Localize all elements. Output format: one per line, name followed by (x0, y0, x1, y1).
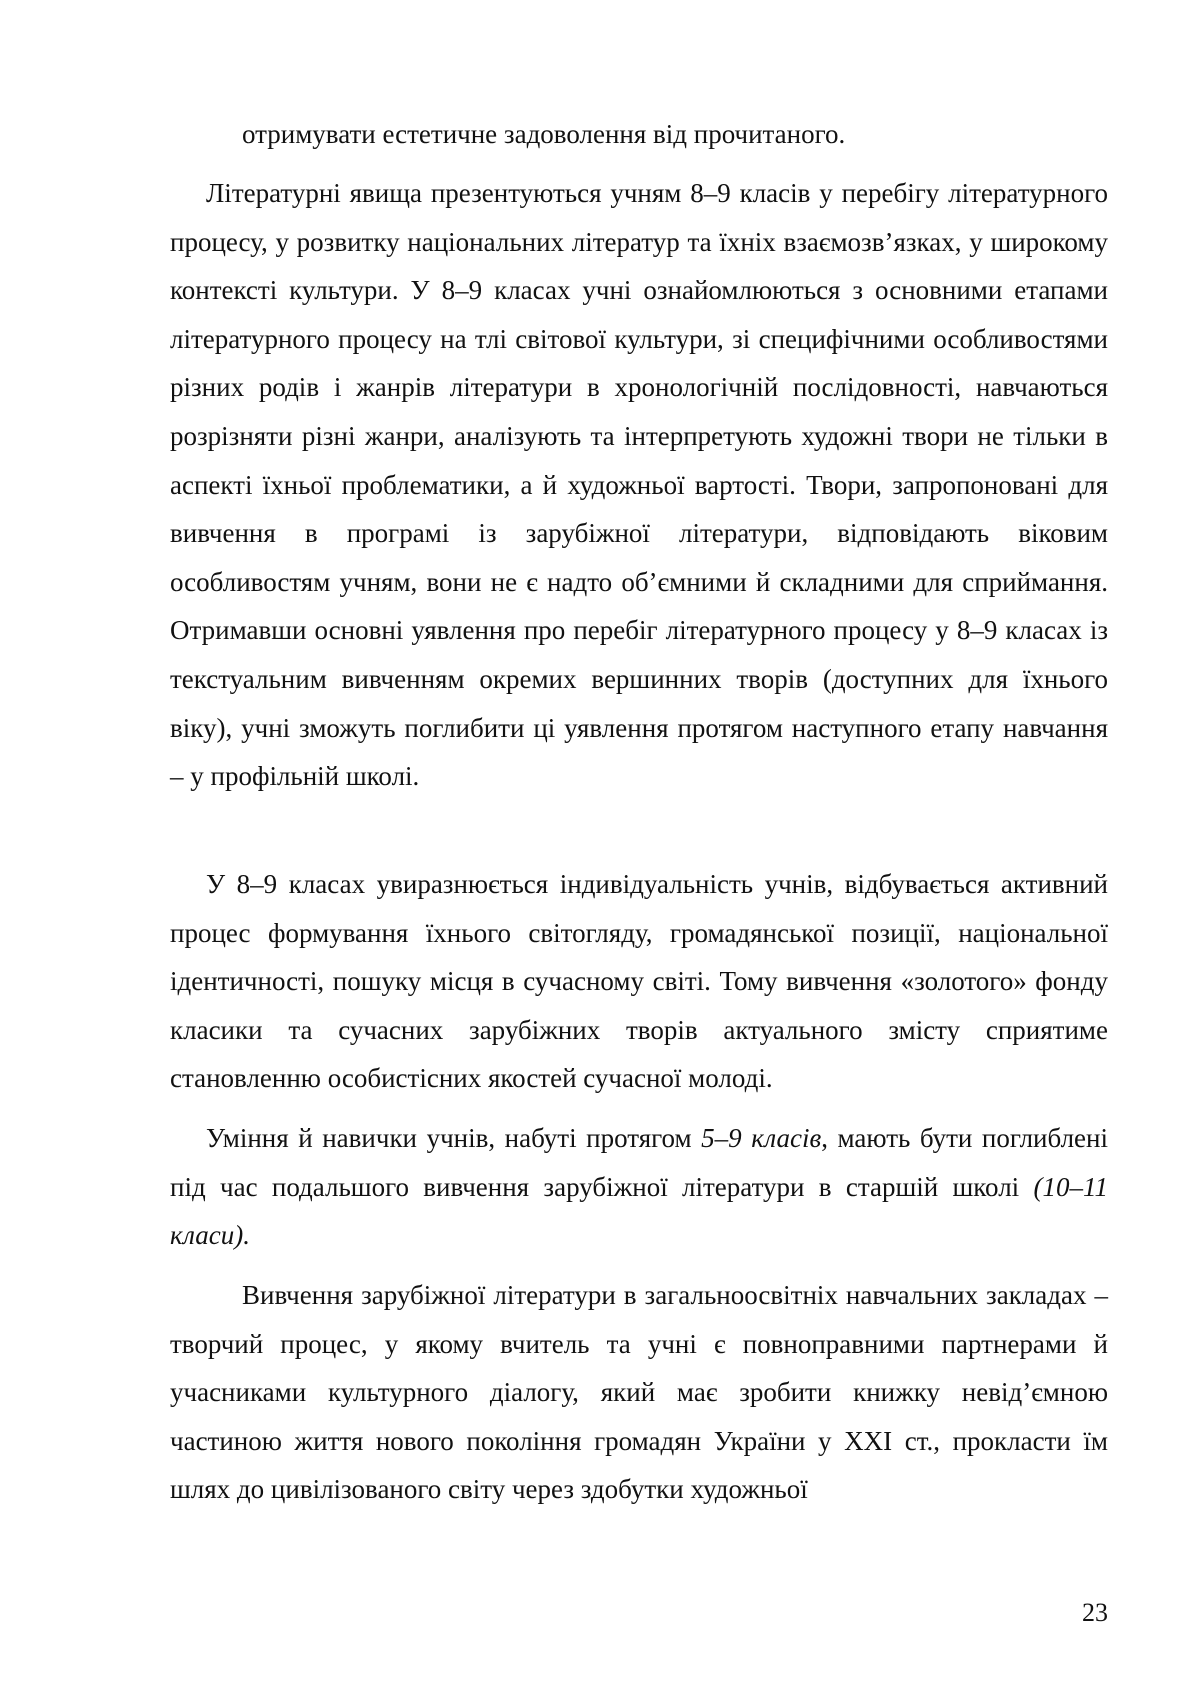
paragraph-skills-italic-senior-grades: (10–11 класи). (170, 1171, 1108, 1251)
paragraph-skills-text-2: , мають бути поглиблені під час подальшого вивчення зарубіжної літератури в старшій школі (170, 1123, 1108, 1202)
paragraph-study-process: Вивчення зарубіжної літератури в загальноосвітніх навчальних закладах – творчий процес, у якому вчитель та учні є повноправними партнерами й учасниками культурного діалогу, який має зробити книжку невід’ємною частиною життя нового покоління громадян України у XXI ст., прокласти їм шлях до цивілізованого світу через здобутки художньої (170, 1280, 1108, 1505)
paragraph-skills-text-1: Уміння й навички учнів, набуті протягом (206, 1123, 702, 1153)
paragraph-literary-process: Літературні явища презентуються учням 8–9 класів у перебігу літературного процесу, у розвитку національних літератур та їхніх взаємозв’язках, у широкому контексті культури. У 8–9 класах учні ознайомлюються з основними етапами літературного процесу на тлі світової культури, зі специфічними особливостями різних родів і жанрів літератури в хронологічній послідовності, навчаються розрізняти різні жанри, аналізують та інтерпретують художні твори не тільки в аспекті їхньої проблематики, а й художньої вартості. Твори, запропоновані для вивчення в програмі із зарубіжної літератури, відповідають віковим особливостям учням, вони не є надто об’ємними й складними для сприймання. Отримавши основні уявлення про перебіг літературного процесу у 8–9 класах із текстуальним вивченням окремих вершинних творів (доступних для їхнього віку), учні зможуть поглибити ці уявлення протягом наступного етапу навчання – у профільній школі. (170, 178, 1108, 792)
paragraph-skills-italic-grades: 5–9 класів (701, 1123, 822, 1153)
paragraph-continuation: отримувати естетичне задоволення від прочитаного. (242, 119, 846, 149)
page-number: 23 (1082, 1598, 1108, 1627)
paragraph-skills (170, 1114, 1108, 1260)
paragraph-individuality: У 8–9 класах увиразнюється індивідуальність учнів, відбувається активний процес формування їхнього світогляду, громадянської позиції, національної ідентичності, пошуку місця в сучасному світі. Тому вивчення «золотого» фонду класики та сучасних зарубіжних творів актуального змісту сприятиме становленню особистісних якостей сучасної молоді. (170, 869, 1108, 1094)
